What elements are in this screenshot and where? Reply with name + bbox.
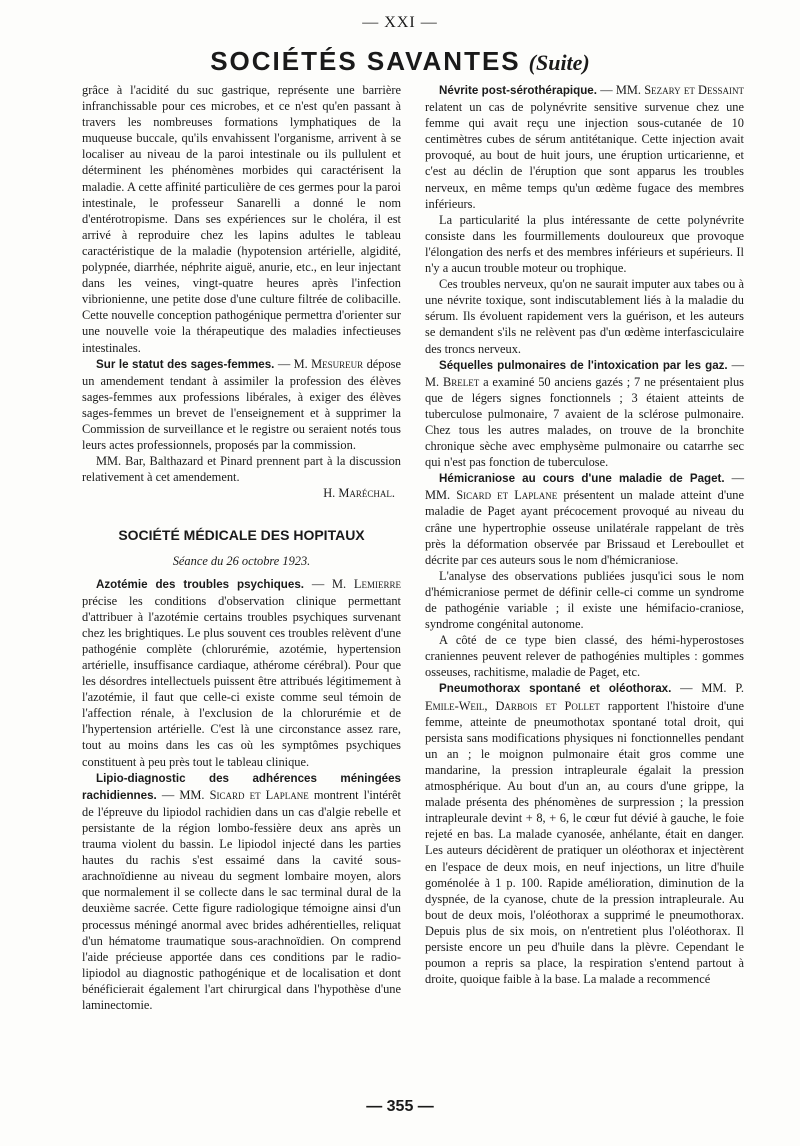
author: MM. Sicard et Laplane [425, 488, 558, 503]
heading-sages-femmes: Sur le statut des sages-femmes. [96, 357, 275, 371]
title-suffix: (Suite) [528, 50, 590, 75]
section-date: Séance du 26 octobre 1923. [172, 554, 311, 569]
author: M. Lemierre [332, 576, 401, 591]
author: MM. Sezary et Dessaint [615, 83, 744, 97]
left-paragraph-4: Azotémie des troubles psychiques. — M. Lemierre précise les conditions d'observation clinique permettant d'attribuer à l'azotémie certains troubles psychiques survenant chez les brightiques. Le plus souvent ces troubles relèvent d'une pathogénie complète (chlorurémie, azotémie, hypertension artérielle, insuffisance cardiaque, athérome cérébral). Pour que les désordres intellectuels puissent être attribués légitimement à l'azotémie, il faut que celle-ci existe comme seul témoin de l'affection rénale, à l'exclusion de la chlorurémie et de l'hypertension artérielle. C'est là une circonstance assez rare, tout au moins dans les cas où les symptômes psychiques constituent à peu près tout le tableau clinique. [82, 576, 401, 769]
left-column [82, 82, 401, 1013]
left-paragraph-3: MM. Bar, Balthazard et Pinard prennent part à la discussion relativement à cet amendement. [82, 454, 401, 485]
right-paragraph-6: L'analyse des observations publiées jusqu'ici sous le nom d'hémicraniose permet de définir celle-ci comme un syndrome de pathogénie variable ; il existe une hémifacio-craniose, syndrome congénital autonome. [425, 568, 744, 632]
author: M. Mesureur [293, 356, 364, 371]
heading-lipio-diagnostic: Lipio-diagnostic des adhérences méningées rachidiennes. [82, 771, 401, 802]
right-column [425, 82, 744, 1013]
heading-nevrite: Névrite post-sérothérapique. [439, 84, 597, 97]
signature: H. Maréchal. [323, 486, 395, 501]
roman-page-number: — XXI — [362, 14, 438, 31]
right-paragraph-1: Névrite post-sérothérapique. — MM. Sezary et Dessaint relatent un cas de polynévrite sensitive survenue chez une femme qui avait reçu une injection sous-cutanée de 10 centimètres cubes de sérum antitétanique. Cette injection avait provoqué, au bout de huit jours, une éruption urticarienne, et c'est au déclin de l'éruption que sont apparus les troubles nerveux, en même temps qu'un œdème fugace des membres inférieurs. [425, 83, 744, 211]
heading-hemicraniose: Hémicraniose au cours d'une maladie de Paget. [439, 472, 725, 486]
right-paragraph-5: Hémicraniose au cours d'une maladie de Paget. — MM. Sicard et Laplane présentent un malade atteint d'une maladie de Paget ayant précocement provoqué au niveau du crâne une hypertrophie osseuse unilatérale rappelant de très près la déformation observée par Brissaud et Lereboullet et décrite par ces auteurs sous le nom d'hémicraniose. [425, 471, 744, 567]
title-text: SOCIÉTÉS SAVANTES [210, 46, 521, 76]
right-paragraph-8: Pneumothorax spontané et oléothorax. — MM. P. Emile-Weil, Darbois et Pollet rapportent l'histoire d'une femme, atteinte de pneumothotax spontané total droit, qui persista sans modifications physiques ni fonctionnelles pendant un an ; le moignon pulmonaire était gros comme une mandarine, la pression intrapleurale égalait la pression atmosphérique. Au bout d'un an, au cours d'une grippe, la malade présenta des phénomènes de surpression ; la pression intrapleurale devint + 8, + 6, le cœur fut dévié à gauche, le foie rejeté en bas. La malade cyanosée, anhélante, était en danger. Les auteurs décidèrent de pratiquer un oléothorax et injectèrent en l'espace de deux mois, en neuf injections, un litre d'huile goménolée à 1 p. 100. Rapide amélioration, diminution de la dyspnée, de la cyanose, chute de la pression intrapleurale. Au bout de deux mois, l'oléothorax a supprimé le pneumothorax. Depuis plus de six mois, on n'entretient plus l'oléothorax. Il persiste encore un peu d'huile dans la plèvre. Cependant le poumon a repris sa place, la respiration s'entend partout à droite, quoique faible à la base. La malade a recommencé [425, 681, 744, 987]
author: M. Brelet [425, 374, 480, 389]
left-paragraph-5: Lipio-diagnostic des adhérences méningées rachidiennes. — MM. Sicard et Laplane montrent l'intérêt de l'épreuve du lipiodol rachidien dans un cas d'algie rebelle et persistante de la région lombo-fessière deux ans après un trauma violent du bassin. Le lipiodol injecté dans les parties hautes du rachis s'est essaimé dans la cavité sous-arachnoïdienne au niveau du segment lombaire moyen, alors que normalement il se collecte dans le sac terminal dural de la deuxième sacrée. Cette figure radiologique témoigne ainsi d'un processus méningé anormal avec brides adhérentielles, reliquat d'un hématome traumatique sous-arachnoïdien. On comprend l'aide précieuse apportée dans ces conditions par le radio-lipiodol au diagnostic pathogénique et de localisation et dont bénéficierait également l'art chirurgical dans l'hypothèse d'une laminectomie. [82, 771, 401, 1012]
left-paragraph-1: grâce à l'acidité du suc gastrique, représente une barrière infranchissable pour ces microbes, et ce n'est qu'en passant à travers les nombreuses formations lymphatiques de la muqueuse buccale, qu'ils envahissent l'organisme, arrivent à se localiser au niveau de la paroi intestinale ou ils pullulent et déterminent les phénomènes morbides qui caractérisent la maladie. A cette affinité particulière de ces germes pour la paroi intestinale, le professeur Sanarelli a donné le nom d'entérotropisme. Dans ses expériences sur le choléra, il est arrivé à reproduire chez les lapins adultes le tableau caractéristique de la maladie (hypotension artérielle, algidité, polypnée, diarrhée, néphrite aiguë, anurie, etc., en leur injectant dans les veines, vingt-quatre heures après l'infection vibrionienne, une petite dose d'une culture filtrée de colibacille. Cette nouvelle conception pathogénique permettra d'orienter sur une nouvelle voie la thérapeutique des maladies infectieuses intestinales. [82, 83, 401, 355]
two-column-body [82, 82, 744, 1013]
heading-sequelles: Séquelles pulmonaires de l'intoxication par les gaz. [439, 358, 728, 372]
right-paragraph-7: A côté de ce type bien classé, des hémi-hyperostoses craniennes peuvent relever de pathogénies multiples : gommes osseuses, rachitisme, maladie de Paget, etc. [425, 633, 744, 680]
left-paragraph-2: Sur le statut des sages-femmes. — M. Mesureur dépose un amendement tendant à assimiler la profession des élèves sages-femmes aux professions libérales, à exiger des élèves sages-femmes un brevet de l'enseignement et à supprimer la Commission de surveillance et le registre ou seraient notés tous leurs actes professionnels, proposés par la commission. [82, 356, 401, 453]
page-number: — 355 — [366, 1098, 434, 1115]
heading-azotemie: Azotémie des troubles psychiques. [96, 577, 305, 591]
heading-pneumothorax: Pneumothorax spontané et oléothorax. [439, 682, 672, 696]
right-paragraph-2: La particularité la plus intéressante de cette polynévrite consiste dans les fourmillements douloureux que provoque l'élongation des nerfs et des membres inférieurs et supérieurs. Il n'y a aucun trouble moteur ou trophique. [425, 212, 744, 276]
section-title: SOCIÉTÉ MÉDICALE DES HOPITAUX [118, 527, 365, 544]
page-title [0, 46, 800, 77]
right-paragraph-4: Séquelles pulmonaires de l'intoxication par les gaz. — M. Brelet a examiné 50 anciens gazés ; 7 ne présentaient plus que de légers signes fonctionnels ; 3 étaient atteints de tuberculose pulmonaire, 7 avaient de la sclérose pulmonaire. Chez tous les autres malades, on trouve de la bronchite chronique sèche avec emphysème pulmonaire ou catarrhe sec qui n'est pas fonction de tuberculose. [425, 357, 744, 470]
author: MM. Sicard et Laplane [179, 787, 309, 802]
right-paragraph-3: Ces troubles nerveux, qu'on ne saurait imputer aux tabes ou à une névrite toxique, sont indiscutablement liés à la maladie du sérum. Ils évoluent rapidement vers la guérison, et les auteurs se demandent s'ils ne relèvent pas d'un œdème interfasciculaire des troncs nerveux. [425, 277, 744, 356]
author: MM. P. Emile-Weil, Darbois et Pollet [425, 681, 744, 713]
